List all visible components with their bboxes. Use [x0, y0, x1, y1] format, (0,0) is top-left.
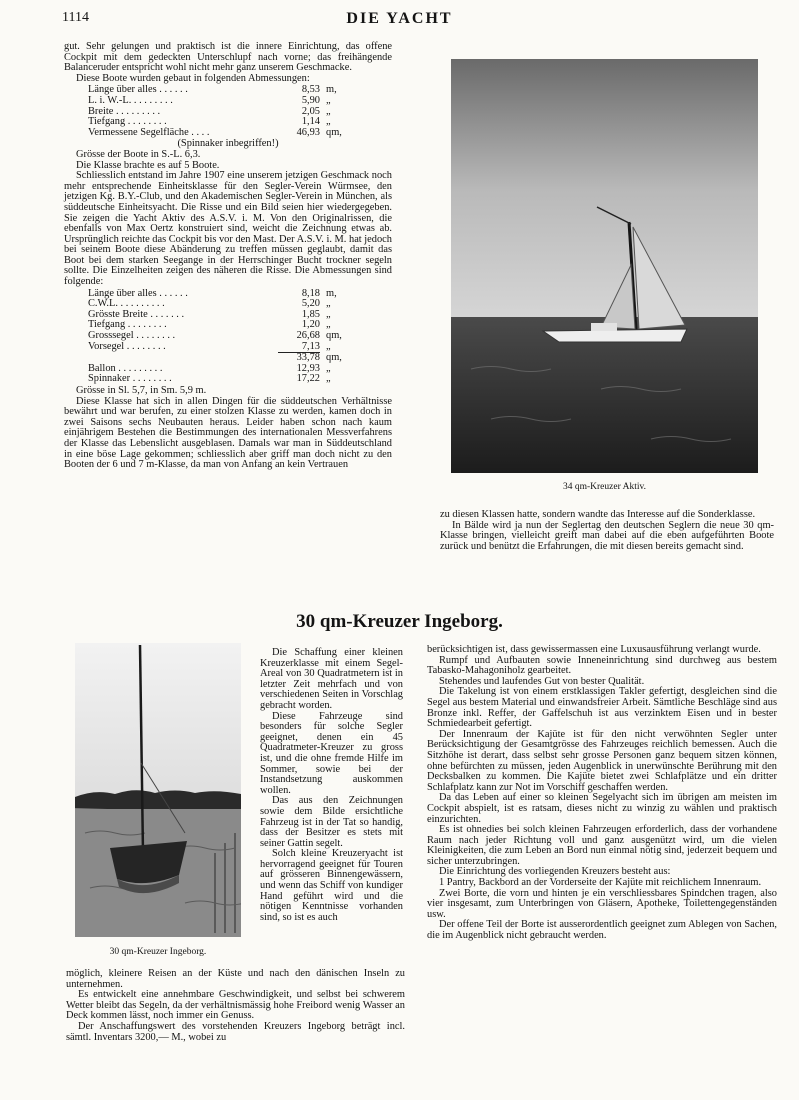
dimension-label: Ballon . . . . . . . . .: [88, 362, 163, 374]
dimension-value: 33,78: [296, 352, 320, 364]
dimension-value: 1,85: [301, 308, 320, 320]
article2-narrow-column: [260, 648, 403, 923]
paragraph: Schliesslich entstand im Jahre 1907 eine unserem jetzigen Geschmack noch mehr entsprechende Einheitsklasse für den Segler-Verein Würmsee, den jetzigen Kg. B.Y.-Club, und den Akademischen Segler-Verein in München, als süddeutsche Einheitsyacht. Die Risse und ein Bild seien hier wiedergegeben. Sie zeigen die Yacht Aktiv des A.S.V. i. M. Von den Originalrissen, die ebenfalls von Max Oertz konstruiert sind, weicht die Zeichnung etwas ab. Ursprünglich reichte das Cockpit bis vor den Mast. Der A.S.V. i. M. hat jedoch bei seinem Boote diese Abänderung zu treffen müssen geglaubt, damit das Boot bei dem starken Seegange in der Herrschinger Bucht trockner segeln sollte. Die Einzelheiten zeigen des näheren die Risse. Die Abmessungen sind folgende:: [64, 170, 392, 288]
dimension-unit: „: [326, 116, 331, 128]
sailboat-photo: [451, 59, 758, 473]
dimension-unit: „: [326, 94, 331, 106]
paragraph: zu diesen Klassen hatte, sondern wandte das Interesse auf die Sonderklasse.: [440, 509, 756, 520]
paragraph: Der Anschaffungswert des vorstehenden Kreuzers Ingeborg beträgt incl. sämtl. Inventars 3200,— M., wobei zu: [66, 1020, 405, 1043]
dimension-label: Spinnaker . . . . . . . .: [88, 373, 172, 385]
dimensions-note: (Spinnaker inbegriffen!): [177, 138, 279, 150]
paragraph: Es ist ohnedies bei solch kleinen Fahrzeugen erforderlich, dass der vorhandene Raum nach jeder Richtung voll und ganz ausgenützt wird, um die vielen Kleinigkeiten, die zum Leben an Bord nun einmal nötig sind, jederzeit bequem und sicher unterzubringen.: [427, 824, 777, 867]
dimension-unit: „: [326, 362, 331, 374]
dimension-label: Vermessene Segelfläche . . . .: [88, 126, 210, 138]
dimension-unit: qm,: [326, 126, 342, 138]
dimension-unit: „: [326, 308, 331, 320]
dimensions-table-1: [88, 85, 342, 138]
dimension-unit: „: [326, 373, 331, 385]
paragraph: gut. Sehr gelungen und praktisch ist die innere Einrichtung, das offene Cockpit mit dem gedeckten Unterschlupf nach vorne; das freihängende Balanceruder entspricht wohl nicht mehr ganz unserem Geschmacke.: [64, 41, 392, 74]
dimension-label: Länge über alles . . . . . .: [88, 287, 188, 299]
paragraph: Die Einrichtung des vorliegenden Kreuzers besteht aus:: [439, 866, 671, 878]
dimension-row: [88, 128, 342, 139]
dimension-value: 17,22: [296, 373, 320, 385]
dimension-unit: „: [326, 298, 331, 310]
running-title: DIE YACHT: [346, 10, 453, 27]
paragraph: Es entwickelt eine annehmbare Geschwindigkeit, und selbst bei schwerem Wetter bleibt das Segeln, da der verhältnismässig hohe Freibord wenig Wasser an Deck kommen lässt, noch immer ein Genuss.: [66, 989, 405, 1022]
dimension-label: Länge über alles . . . . . .: [88, 84, 188, 96]
paragraph: Stehendes und laufendes Gut von bester Qualität.: [439, 675, 645, 687]
article2-left-column: [66, 969, 405, 1043]
dimension-value: 8,53: [301, 84, 320, 96]
paragraph: In Bälde wird ja nun der Seglertag den deutschen Seglern die neue 30 qm-Klasse bringen, vielleicht greift man dabei auf die eben aufgeführten Boote zurück und benützt die Erfahrungen, die mit diesen bereits gemacht sind.: [440, 519, 774, 552]
dimension-label: Vorsegel . . . . . . . .: [88, 340, 166, 352]
dimension-value: 8,18: [301, 287, 320, 299]
dimensions-size: Grösse in Sl. 5,7, in Sm. 5,9 m.: [76, 385, 207, 396]
dimension-unit: m,: [326, 287, 337, 299]
paragraph: Zwei Borte, die vorn und hinten je ein verschliessbares Spindchen tragen, also vier insgesamt, zum Unterbringen von Gläsern, Apotheke, Toilettengegenständen usw.: [427, 887, 777, 920]
dimension-value: 7,13: [278, 342, 320, 353]
dimension-value: 12,93: [296, 362, 320, 374]
photo-aktiv: [451, 59, 758, 473]
dimension-value: 5,20: [301, 298, 320, 310]
sailboat-photo: [75, 643, 241, 937]
paragraph: berücksichtigen ist, dass gewissermassen eine Luxusausführung verlangt wurde.: [427, 644, 761, 655]
article-title: 30 qm-Kreuzer Ingeborg.: [296, 611, 503, 632]
dimension-row: [88, 96, 342, 107]
paragraph: 1 Pantry, Backbord an der Vorderseite der Kajüte mit reichlichem Innenraum.: [439, 877, 762, 889]
dimension-value: 1,14: [301, 116, 320, 128]
dimension-label: Grosssegel . . . . . . . .: [88, 330, 176, 342]
dimension-label: Grösste Breite . . . . . . .: [88, 308, 185, 320]
paragraph: Diese Klasse hat sich in allen Dingen für die süddeutschen Verhältnisse bewährt und war berufen, zu einer stolzen Klasse zu werden, kamen doch in zwei Saisons sechs Neubauten heraus. Leider haben schon nach kaum einjährigem Bestehen die Bestimmungen des internationalen Messverfahrens der Klasse das Lebenslicht ausgeblasen. Damals war man in Süddeutschland in eine böse Lage gekommen; schliesslich aber griff man doch nicht zu den Booten der 6 und 7 m-Klasse, da man von Anfang an kein Vertrauen: [64, 395, 392, 471]
dimensions-table-2: [88, 289, 342, 385]
dimension-unit: „: [326, 105, 331, 117]
dimension-value: 5,90: [301, 94, 320, 106]
dimension-value: 2,05: [301, 105, 320, 117]
photo-aktiv-caption: 34 qm-Kreuzer Aktiv.: [562, 482, 646, 492]
paragraph: Das aus den Zeichnungen sowie dem Bilde ersichtliche Fahrzeug ist in der Tat so handig, dass der Besitzer es stets mit seiner Gattin segelt.: [260, 795, 403, 849]
dimension-label: Breite . . . . . . . . .: [88, 105, 161, 117]
dimension-row: [88, 342, 342, 353]
dimension-row: [88, 374, 342, 385]
paragraph: Rumpf und Aufbauten sowie Inneneinrichtung sind durchweg aus bestem Tabasko-Mahagoniholz gearbeitet.: [427, 654, 777, 677]
article1-left-column: [64, 42, 392, 471]
article1-right-column: [440, 510, 774, 552]
paragraph: Diese Boote wurden gebaut in folgenden Abmessungen:: [76, 72, 310, 84]
paragraph: Diese Fahrzeuge sind besonders für solche Segler geeignet, denen ein 45 Quadratmeter-Kreuzer zu gross ist, und die ohne fremde Hilfe im Sommer, sowie bei der Instandsetzung auskommen wollen.: [260, 710, 403, 796]
photo-ingeborg: [75, 643, 241, 937]
page-number: 1114: [62, 10, 89, 25]
dimensions-size: Grösse der Boote in S.-L. 6,3.: [76, 148, 201, 160]
dimension-unit: „: [326, 340, 331, 352]
dimension-label: L. i. W.-L. . . . . . . . .: [88, 94, 173, 106]
dimension-unit: m,: [326, 84, 337, 96]
paragraph: Die Schaffung einer kleinen Kreuzerklasse mit einem Segel-Areal von 30 Quadratmetern ist in letzter Zeit mehrfach und von verschiedenen Seiten in Vorschlag gebracht worden.: [260, 647, 403, 711]
dimension-unit: „: [326, 319, 331, 331]
dimension-label: Tiefgang . . . . . . . .: [88, 116, 167, 128]
article2-right-column: [427, 645, 777, 942]
paragraph: Da das Leben auf einer so kleinen Segelyacht sich im übrigen am meisten im Cockpit abspielt, ist es ratsam, dieses nicht zu winzig zu wählen und praktisch einzurichten.: [427, 792, 777, 825]
paragraph: möglich, kleinere Reisen an der Küste und nach den dänischen Inseln zu unternehmen.: [66, 968, 405, 990]
dimension-label: C.W.L. . . . . . . . . .: [88, 298, 165, 310]
dimension-value: 1,20: [301, 319, 320, 331]
photo-ingeborg-caption: 30 qm-Kreuzer Ingeborg.: [109, 947, 207, 957]
paragraph: Der offene Teil der Borte ist ausserordentlich geeignet zum Ablegen von Sachen, die im Augenblick nicht gebraucht werden.: [427, 919, 777, 942]
paragraph: Der Innenraum der Kajüte ist für den nicht verwöhnten Segler unter Berücksichtigung der Gesamtgrösse des Fahrzeuges reichlich bemessen. Auch die Sitzhöhe ist derart, dass selbst sehr grosse Personen ganz bequem sitzen können, ohne befürchten zu müssen, jeden Augenblick in unerwünschte Berührung mit den Decksbalken zu kommen. Die Kajüte bietet zwei Schlafplätze und ein dritter Schlafplatz kann zur Not im Vorschiff geschaffen werden.: [427, 728, 777, 793]
dimension-label: Tiefgang . . . . . . . .: [88, 319, 167, 331]
dimension-unit: qm,: [326, 351, 342, 363]
paragraph: Die Takelung ist von einem erstklassigen Takler gefertigt, desgleichen sind die Segel aus bestem Material und einwandsfreier Arbeit. Sämtliche Beschläge sind aus Bronze inkl. Reffer, der Gaffelschuh ist aus verzinktem Eisen und in bester Schmiedearbeit gefertigt.: [427, 686, 777, 730]
paragraph: Solch kleine Kreuzeryacht ist hervorragend geeignet für Touren auf grösseren Binnengewässern, und wenn das Schiff von kundiger Hand geführt wird und die nötigen Kenntnisse vorhanden sind, so ist es auch: [260, 848, 403, 923]
paragraph: Die Klasse brachte es auf 5 Boote.: [76, 159, 220, 171]
dimension-value: 46,93: [296, 126, 320, 138]
dimension-value: 26,68: [296, 330, 320, 342]
dimension-unit: qm,: [326, 330, 342, 342]
